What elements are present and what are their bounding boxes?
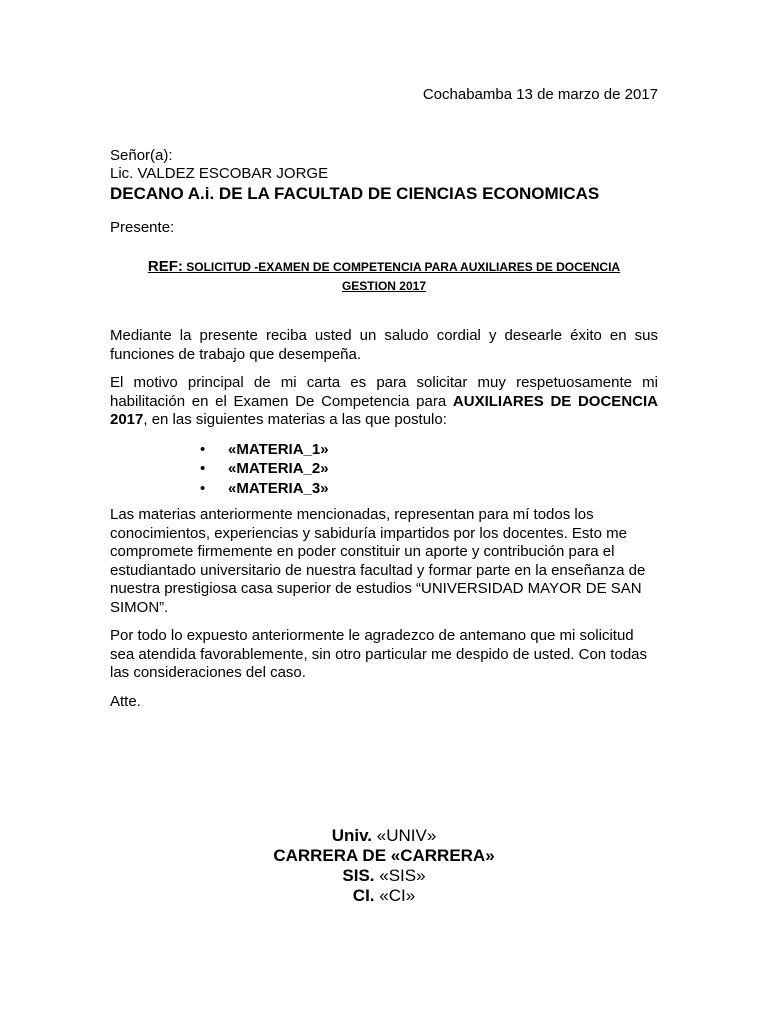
list-item: • «MATERIA_2» bbox=[228, 459, 658, 479]
signature-ci bbox=[0, 886, 768, 906]
signature-block bbox=[0, 826, 768, 906]
paragraph-request bbox=[110, 374, 658, 430]
signature-carrera bbox=[0, 846, 768, 866]
reference-block bbox=[110, 258, 658, 293]
reference-line-2: GESTION 2017 bbox=[341, 279, 427, 293]
letter-date: Cochabamba 13 de marzo de 2017 bbox=[422, 86, 658, 103]
sis-label: SIS. bbox=[342, 866, 375, 885]
ci-label: CI. bbox=[352, 886, 375, 905]
list-item: • «MATERIA_1» bbox=[228, 440, 658, 460]
request-text-a: El motivo principal de mi carta es para solicitar muy respetuosamente mi habilitación en el Examen De Competencia para bbox=[110, 374, 658, 410]
recipient-name: Lic. VALDEZ ESCOBAR JORGE bbox=[110, 165, 329, 182]
recipient-salutation: Señor(a): bbox=[110, 147, 173, 164]
recipient-title: DECANO A.i. DE LA FACULTAD DE CIENCIAS ECONOMICAS bbox=[110, 184, 600, 203]
closing-text: Atte. bbox=[110, 692, 141, 710]
carrera-text: CARRERA DE «CARRERA» bbox=[273, 846, 495, 865]
univ-label: Univ. bbox=[331, 826, 373, 845]
list-item: • «MATERIA_3» bbox=[228, 479, 658, 499]
recipient-block bbox=[110, 147, 599, 203]
paragraph-greeting: Mediante la presente reciba usted un saludo cordial y desearle éxito en sus funciones de trabajo que desempeña. bbox=[110, 327, 658, 363]
presente-label: Presente: bbox=[110, 219, 175, 236]
reference-line-1 bbox=[110, 258, 658, 275]
request-text-b: , en las siguientes materias a las que postulo: bbox=[143, 411, 447, 428]
signature-univ bbox=[0, 826, 768, 846]
letter-body bbox=[110, 327, 658, 721]
univ-value: «UNIV» bbox=[376, 826, 437, 845]
materias-list bbox=[110, 440, 658, 499]
ci-value: «CI» bbox=[379, 886, 416, 905]
signature-sis bbox=[0, 866, 768, 886]
paragraph-materias: Las materias anteriormente mencionadas, representan para mí todos los conocimientos, experiencias y sabiduría impartidos por los docentes. Esto me compromete firmemente en poder constituir un aporte y contribución para el estudiantado universitario de nuestra facultad y formar parte en la enseñanza de nuestra prestigiosa casa superior de estudios “UNIVERSIDAD MAYOR DE SAN SIMON”. bbox=[110, 506, 646, 616]
sis-value: «SIS» bbox=[379, 866, 426, 885]
reference-text: SOLICITUD -EXAMEN DE COMPETENCIA PARA AUXILIARES DE DOCENCIA bbox=[186, 260, 621, 274]
reference-label: REF: bbox=[147, 258, 183, 275]
paragraph-thanks: Por todo lo expuesto anteriormente le agradezco de antemano que mi solicitud sea atendida favorablemente, sin otro particular me despido de usted. Con todas las consideraciones del caso. bbox=[110, 627, 647, 681]
request-text-bold: AUXILIARES DE DOCENCIA 2017 bbox=[110, 392, 658, 428]
